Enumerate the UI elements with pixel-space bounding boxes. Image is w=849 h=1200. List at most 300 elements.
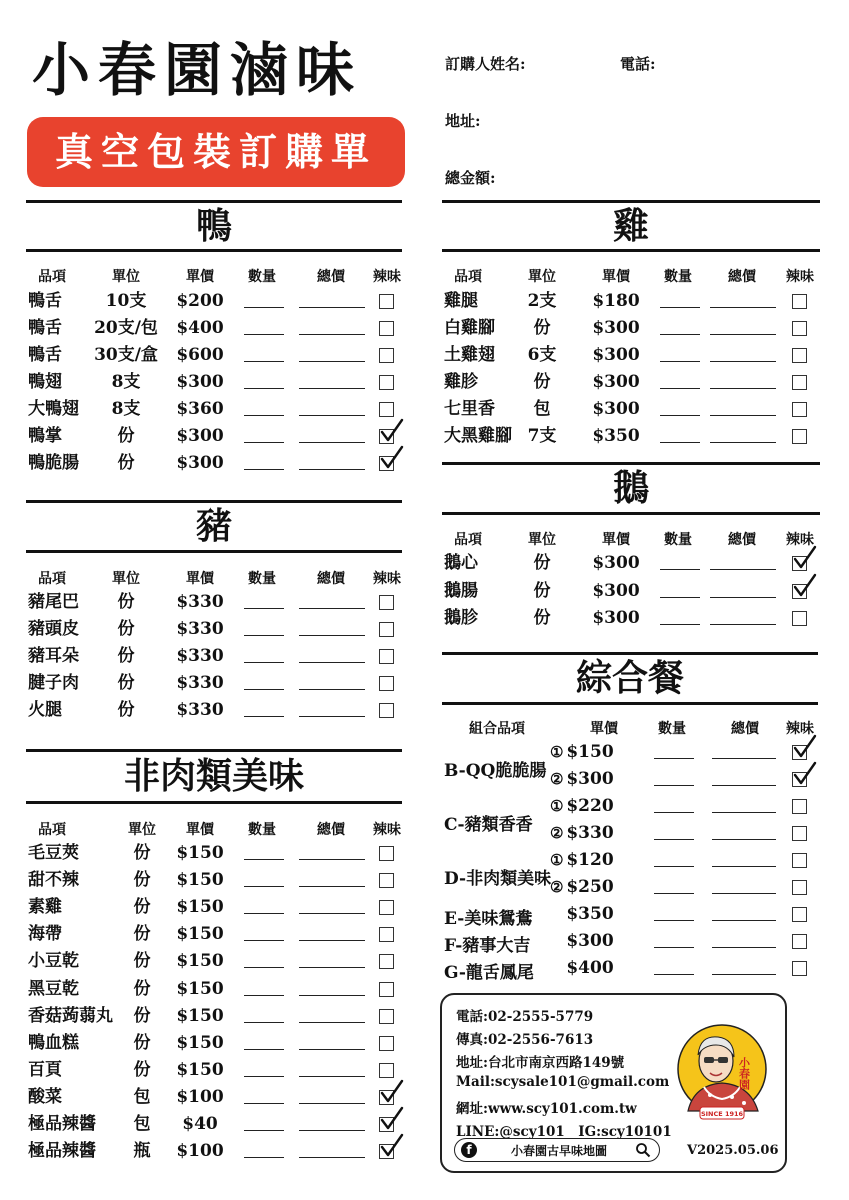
qty-blank[interactable] [660,569,700,570]
item-price: $200 [176,291,224,311]
item-price: $600 [176,345,224,365]
header-item: 品項 [38,269,66,285]
qty-blank[interactable] [244,1049,284,1050]
item-unit: 份 [533,372,551,392]
total-blank[interactable] [712,893,776,894]
item-unit: 份 [533,318,551,338]
table-row [442,288,820,315]
table-row [442,369,820,396]
item-unit: 包 [133,1114,151,1134]
item-name: 極品辣醬 [28,1141,96,1162]
qty-blank[interactable] [244,995,284,996]
combo-option: ① [550,743,564,761]
header-item: 品項 [454,532,482,548]
table-row [26,670,402,697]
contact-fax: 傳真:02-2556-7613 [456,1032,594,1048]
qty-blank[interactable] [244,859,284,860]
spicy-checkbox[interactable] [379,900,394,915]
header-item: 品項 [38,571,66,587]
table-row [26,396,402,423]
spicy-checkbox[interactable] [792,907,807,922]
item-price: $150 [176,1032,224,1053]
item-name: 鴨舌 [28,318,62,338]
header-price: 單價 [186,269,214,285]
qty-blank[interactable] [660,361,700,362]
header-price: 單價 [602,532,630,548]
item-price: $300 [592,345,640,365]
total-blank[interactable] [710,597,776,598]
header-qty: 數量 [248,571,276,587]
item-price: $100 [176,1086,224,1107]
item-name: 白雞腳 [444,318,495,338]
total-blank[interactable] [710,442,776,443]
header-item: 品項 [38,822,66,838]
grandma-logo [674,1023,770,1123]
spicy-checkbox[interactable] [792,961,807,976]
item-price: $330 [176,673,224,693]
total-blank[interactable] [299,388,365,389]
spicy-checkbox[interactable] [792,799,807,814]
qty-blank[interactable] [244,689,284,690]
checkmark-icon [794,574,816,598]
item-unit: 8支 [111,372,141,392]
item-name: 鵝腸 [444,580,478,601]
qty-blank[interactable] [654,893,694,894]
total-blank[interactable] [299,716,365,717]
total-blank[interactable] [299,1130,365,1131]
total-blank[interactable] [712,920,776,921]
combo-name: G-龍舌鳳尾 [444,963,534,983]
spicy-checkbox[interactable] [379,649,394,664]
qty-blank[interactable] [654,920,694,921]
spicy-checkbox[interactable] [792,934,807,949]
header-total: 總價 [317,269,345,285]
facebook-map-link[interactable] [454,1138,660,1162]
total-blank[interactable] [299,967,365,968]
item-name: 毛豆莢 [28,843,79,863]
table-row [26,894,402,921]
brand-title: 小春園滷味 [32,36,363,104]
header-spicy: 辣味 [373,822,401,838]
table-row [442,396,820,423]
spicy-checkbox[interactable] [792,402,807,417]
total-blank[interactable] [710,307,776,308]
header-qty: 數量 [664,532,692,548]
qty-blank[interactable] [244,967,284,968]
spicy-checkbox[interactable] [792,826,807,841]
spicy-checkbox[interactable] [792,375,807,390]
total-blank[interactable] [299,995,365,996]
item-unit: 份 [117,592,135,612]
item-name: 七里香 [444,399,495,419]
combo-option: ① [550,851,564,869]
table-row [26,1084,402,1111]
item-price: $150 [176,897,224,918]
combo-option: ② [550,770,564,788]
item-price: $300 [592,399,640,419]
qty-blank[interactable] [660,442,700,443]
checkmark-icon [381,446,403,470]
qty-blank[interactable] [244,913,284,914]
qty-blank[interactable] [660,624,700,625]
total-blank[interactable] [299,1049,365,1050]
total-blank[interactable] [710,415,776,416]
total-blank[interactable] [712,758,776,759]
spicy-checkbox[interactable] [379,982,394,997]
item-price: $300 [176,372,224,392]
qty-blank[interactable] [244,361,284,362]
spicy-checkbox[interactable] [792,294,807,309]
item-unit: 份 [117,453,135,473]
item-unit: 份 [133,897,151,918]
item-unit: 份 [117,700,135,720]
total-blank[interactable] [299,469,365,470]
qty-blank[interactable] [244,1130,284,1131]
logo-since-text: SINCE 1916 [700,1110,744,1118]
table-row [26,369,402,396]
table-row [26,697,402,724]
table-row [26,921,402,948]
item-name: 鴨掌 [28,426,62,446]
spicy-checkbox[interactable] [792,880,807,895]
item-name: 鵝心 [444,553,478,573]
header-price: 單價 [186,571,214,587]
table-row [442,605,820,632]
item-price: $120 [566,850,614,870]
table-row [26,867,402,894]
contact-address: 地址:台北市南京西路149號 [456,1055,625,1071]
total-blank[interactable] [712,974,776,975]
qty-blank[interactable] [244,415,284,416]
item-name: 腱子肉 [28,673,79,693]
table-row [26,423,402,450]
spicy-checkbox[interactable] [379,321,394,336]
qty-blank[interactable] [660,597,700,598]
item-unit: 份 [533,553,551,573]
item-price: $300 [592,608,640,628]
total-blank[interactable] [712,866,776,867]
spicy-checkbox[interactable] [379,703,394,718]
spicy-checkbox[interactable] [792,611,807,626]
qty-blank[interactable] [654,785,694,786]
header-spicy: 辣味 [373,269,401,285]
header-unit: 單位 [112,269,140,285]
header-price: 單價 [590,721,618,737]
header-unit: 單位 [112,571,140,587]
item-unit: 瓶 [133,1141,151,1162]
spicy-checkbox[interactable] [379,1063,394,1078]
spicy-checkbox[interactable] [379,402,394,417]
item-name: 甜不辣 [28,870,79,891]
header-spicy: 辣味 [786,721,814,737]
header-spicy: 辣味 [373,571,401,587]
total-blank[interactable] [710,388,776,389]
item-price: $300 [566,931,614,951]
total-blank[interactable] [299,1103,365,1104]
total-blank[interactable] [712,812,776,813]
total-blank[interactable] [299,886,365,887]
item-name: 極品辣醬 [28,1114,96,1134]
item-name: 雞胗 [444,372,478,392]
item-name: 大鴨翅 [28,399,79,419]
item-price: $400 [176,318,224,338]
total-blank[interactable] [712,839,776,840]
spicy-checkbox[interactable] [379,622,394,637]
combo-name: B-QQ脆脆腸 [444,760,547,781]
header-price: 單價 [602,269,630,285]
checkmark-icon [794,546,816,570]
item-price: $300 [592,318,640,338]
table-row [26,643,402,670]
item-price: $250 [566,877,614,897]
qty-blank[interactable] [654,974,694,975]
spicy-checkbox[interactable] [379,1144,394,1159]
qty-blank[interactable] [244,662,284,663]
table-row [26,840,402,867]
checkmark-icon [381,1107,403,1131]
total-blank[interactable] [299,689,365,690]
total-blank[interactable] [712,785,776,786]
header-price: 單價 [186,822,214,838]
item-unit: 30支/盒 [94,345,158,365]
section-title: 綜合餐 [442,652,818,705]
qty-blank[interactable] [660,334,700,335]
facebook-map-label: 小春園古早味地圖 [511,1144,608,1158]
spicy-checkbox[interactable] [792,348,807,363]
item-name: 鴨血糕 [28,1032,79,1053]
spicy-checkbox[interactable] [379,676,394,691]
total-blank[interactable] [299,361,365,362]
table-row [26,315,402,342]
item-name: 土雞翅 [444,345,495,365]
header-total: 總價 [317,822,345,838]
spicy-checkbox[interactable] [379,873,394,888]
qty-blank[interactable] [244,608,284,609]
spicy-checkbox[interactable] [792,853,807,868]
spicy-checkbox[interactable] [379,429,394,444]
total-blank[interactable] [299,1022,365,1023]
total-blank[interactable] [299,940,365,941]
item-price: $150 [176,1059,224,1080]
header-qty: 數量 [248,822,276,838]
address-label: 地址: [445,112,481,130]
table-row [442,578,820,605]
qty-blank[interactable] [244,307,284,308]
item-price: $150 [176,978,224,999]
item-name: 鴨舌 [28,345,62,365]
qty-blank[interactable] [660,415,700,416]
qty-blank[interactable] [244,635,284,636]
qty-blank[interactable] [654,839,694,840]
table-row [26,976,402,1003]
item-unit: 份 [133,924,151,945]
item-name: 豬尾巴 [28,592,79,612]
item-price: $330 [176,646,224,666]
table-row [26,342,402,369]
total-blank[interactable] [299,415,365,416]
total-blank[interactable] [299,442,365,443]
total-blank[interactable] [299,1157,365,1158]
total-blank[interactable] [299,662,365,663]
item-unit: 份 [133,951,151,972]
spicy-checkbox[interactable] [379,375,394,390]
version-label: V2025.05.06 [687,1143,779,1158]
total-blank[interactable] [299,1076,365,1077]
total-blank[interactable] [712,947,776,948]
qty-blank[interactable] [654,758,694,759]
item-price: $150 [176,843,224,863]
spicy-checkbox[interactable] [792,772,807,787]
item-unit: 份 [117,426,135,446]
spicy-checkbox[interactable] [792,584,807,599]
item-name: 鵝胗 [444,608,478,628]
table-row [26,616,402,643]
header-unit: 單位 [528,532,556,548]
spicy-checkbox[interactable] [379,595,394,610]
item-unit: 份 [133,1032,151,1053]
item-price: $350 [566,904,614,924]
item-price: $100 [176,1141,224,1162]
spicy-checkbox[interactable] [379,294,394,309]
spicy-checkbox[interactable] [792,745,807,760]
qty-blank[interactable] [660,307,700,308]
column-header-row [26,568,402,588]
item-unit: 份 [117,646,135,666]
total-blank[interactable] [299,635,365,636]
checkmark-icon [794,735,816,759]
phone-label: 電話: [620,55,656,73]
spicy-checkbox[interactable] [379,456,394,471]
total-blank[interactable] [710,334,776,335]
total-blank[interactable] [710,361,776,362]
item-price: $150 [566,742,614,762]
item-unit: 7支 [527,426,557,446]
checkmark-icon [381,1080,403,1104]
combo-option: ② [550,824,564,842]
item-name: 素雞 [28,897,62,918]
spicy-checkbox[interactable] [379,1117,394,1132]
header-total: 總價 [728,532,756,548]
item-name: 鴨脆腸 [28,453,79,473]
item-price: $180 [592,291,640,311]
total-blank[interactable] [299,913,365,914]
item-unit: 包 [533,399,551,419]
spicy-checkbox[interactable] [379,846,394,861]
item-name: 鴨翅 [28,372,62,392]
qty-blank[interactable] [244,442,284,443]
spicy-checkbox[interactable] [379,1009,394,1024]
item-name: 黑豆乾 [28,978,79,999]
header-qty: 數量 [248,269,276,285]
combo-name: D-非肉類美味 [444,868,552,889]
total-blank[interactable] [299,859,365,860]
combo-option: ② [550,878,564,896]
spicy-checkbox[interactable] [379,1090,394,1105]
qty-blank[interactable] [244,469,284,470]
item-unit: 份 [133,1005,151,1026]
qty-blank[interactable] [244,716,284,717]
qty-blank[interactable] [244,1076,284,1077]
item-name: 酸菜 [28,1086,62,1107]
item-name: 雞腿 [444,291,478,311]
qty-blank[interactable] [244,388,284,389]
header-combo-item: 組合品項 [469,721,525,737]
qty-blank[interactable] [654,866,694,867]
total-blank[interactable] [299,608,365,609]
spicy-checkbox[interactable] [379,1036,394,1051]
item-name: 鴨舌 [28,291,62,311]
search-icon [635,1142,651,1158]
table-row [442,315,820,342]
header-item: 品項 [454,269,482,285]
spicy-checkbox[interactable] [379,348,394,363]
total-blank[interactable] [299,307,365,308]
spicy-checkbox[interactable] [792,321,807,336]
total-blank[interactable] [299,334,365,335]
qty-blank[interactable] [654,812,694,813]
spicy-checkbox[interactable] [379,954,394,969]
contact-phone: 電話:02-2555-5779 [456,1009,594,1025]
total-amount-label: 總金額: [445,169,496,187]
spicy-checkbox[interactable] [792,429,807,444]
qty-blank[interactable] [654,947,694,948]
item-price: $330 [176,592,224,612]
qty-blank[interactable] [660,388,700,389]
item-unit: 2支 [527,291,557,311]
item-name: 火腿 [28,700,62,720]
combo-name: C-豬類香香 [444,814,533,835]
item-unit: 份 [533,608,551,628]
qty-blank[interactable] [244,886,284,887]
total-blank[interactable] [710,624,776,625]
contact-email: Mail:scysale101@gmail.com [456,1074,670,1090]
header-total: 總價 [728,269,756,285]
facebook-icon: f [461,1142,477,1158]
table-row [26,1057,402,1084]
qty-blank[interactable] [244,334,284,335]
qty-blank[interactable] [244,1022,284,1023]
table-row [26,589,402,616]
item-name: 大黑雞腳 [444,426,512,446]
item-price: $330 [176,619,224,639]
header-qty: 數量 [664,269,692,285]
item-price: $300 [176,453,224,473]
checkmark-icon [794,762,816,786]
item-name: 小豆乾 [28,951,79,972]
qty-blank[interactable] [244,1157,284,1158]
checkmark-icon [381,419,403,443]
spicy-checkbox[interactable] [792,556,807,571]
qty-blank[interactable] [244,1103,284,1104]
column-header-row [26,266,402,286]
item-unit: 份 [533,580,551,601]
spicy-checkbox[interactable] [379,927,394,942]
qty-blank[interactable] [244,940,284,941]
total-blank[interactable] [710,569,776,570]
item-price: $150 [176,1005,224,1026]
checkmark-icon [381,1134,403,1158]
table-row [442,550,820,577]
item-unit: 20支/包 [94,318,158,338]
item-price: $400 [566,958,614,978]
item-price: $300 [176,426,224,446]
item-name: 豬頭皮 [28,619,79,639]
item-unit: 6支 [527,345,557,365]
column-header-row [26,819,402,839]
combo-name: F-豬事大吉 [444,936,531,956]
table-row [26,450,402,477]
header-total: 總價 [317,571,345,587]
